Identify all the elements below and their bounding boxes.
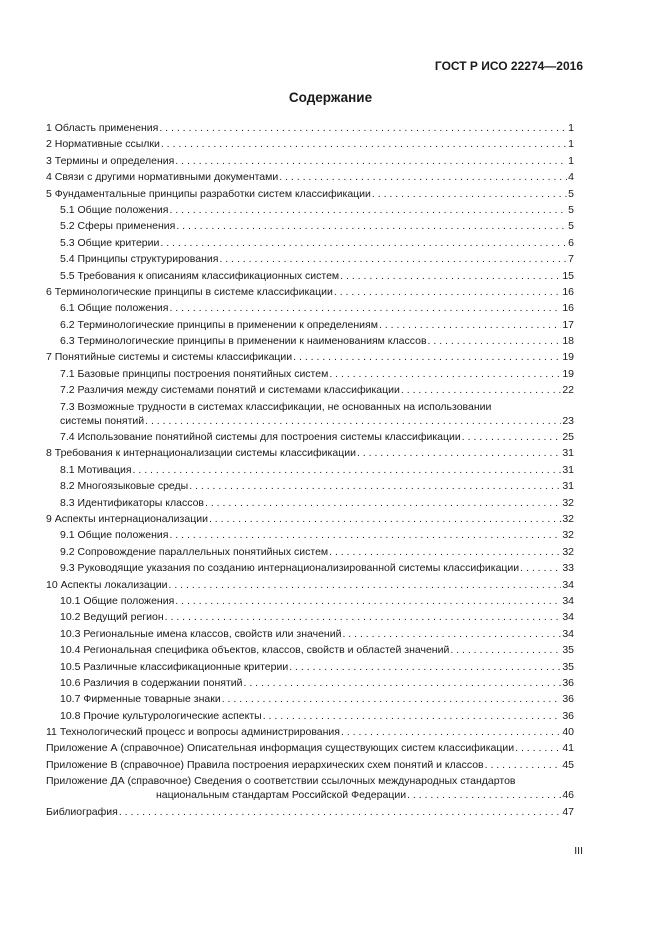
toc-entry[interactable]	[46, 367, 574, 381]
toc-entry-label: Библиография	[46, 805, 118, 818]
toc-entry-label: 10.2 Ведущий регион	[60, 611, 164, 624]
toc-entry[interactable]	[46, 496, 574, 510]
toc-dot-leader	[427, 334, 562, 348]
toc-entry[interactable]	[46, 758, 574, 772]
toc-entry-page: 16	[562, 285, 574, 298]
toc-entry-label: 6 Терминологические принципы в системе классификации	[46, 285, 333, 298]
toc-entry-page: 46	[562, 789, 574, 802]
toc-dot-leader	[243, 676, 562, 690]
toc-dot-leader	[328, 545, 561, 559]
toc-entry-label: 5.3 Общие критерии	[60, 236, 160, 249]
toc-entry-label: 9.3 Руководящие указания по созданию интернационализированной системы классификации	[60, 562, 520, 575]
toc-dot-leader	[333, 285, 561, 299]
toc-dot-leader	[288, 660, 561, 674]
toc-dot-leader	[278, 170, 567, 184]
toc-entry-page: 34	[562, 578, 574, 591]
toc-dot-leader	[406, 788, 561, 802]
toc-title: Содержание	[288, 90, 373, 105]
toc-dot-leader	[168, 578, 562, 592]
toc-entry[interactable]	[46, 610, 574, 624]
toc-entry-page: 5	[568, 220, 574, 233]
document-code: ГОСТ Р ИСО 22274—2016	[434, 59, 583, 73]
toc-entry[interactable]	[46, 561, 574, 575]
toc-entry-label: 8.3 Идентификаторы классов	[60, 496, 204, 509]
toc-entry-label: 3 Термины и определения	[46, 154, 175, 167]
toc-entry[interactable]	[46, 692, 574, 706]
toc-entry-label: 6.1 Общие положения	[60, 302, 169, 315]
toc-entry-page: 25	[562, 431, 574, 444]
toc-dot-leader	[378, 318, 561, 332]
toc-entry-page: 31	[562, 447, 574, 460]
toc-entry[interactable]	[46, 170, 574, 184]
toc-entry-page: 41	[562, 742, 574, 755]
toc-entry-page: 18	[562, 335, 574, 348]
toc-entry[interactable]	[46, 627, 574, 641]
toc-entry[interactable]	[46, 479, 574, 493]
toc-entry-page: 19	[562, 351, 574, 364]
toc-entry-label-continuation: национальным стандартам Российской Федерации	[156, 789, 407, 802]
toc-dot-leader	[400, 383, 561, 397]
toc-entry[interactable]	[46, 350, 574, 364]
toc-entry-label: 11 Технологический процесс и вопросы администрирования	[46, 726, 340, 739]
toc-dot-leader	[519, 561, 561, 575]
toc-entry-label: 9 Аспекты интернационализации	[46, 512, 208, 525]
toc-entry[interactable]	[46, 236, 574, 250]
toc-entry-label: 10.3 Региональные имена классов, свойств или значений	[60, 627, 342, 640]
toc-entry-label: Приложение А (справочное) Описательная информация существующих систем классификации	[46, 742, 515, 755]
toc-entry-page: 35	[562, 660, 574, 673]
toc-entry-page: 36	[562, 709, 574, 722]
toc-entry[interactable]	[46, 400, 574, 428]
toc-dot-leader	[340, 725, 561, 739]
toc-entry-label: Приложение В (справочное) Правила построения иерархических схем понятий и классов	[46, 758, 484, 771]
toc-entry-label: 7.3 Возможные трудности в системах классификации, не основанных на использовании	[60, 400, 492, 413]
toc-dot-leader	[174, 154, 567, 168]
toc-dot-leader	[158, 121, 567, 135]
toc-entry-label: 10.5 Различные классификационные критерии	[60, 660, 289, 673]
toc-entry-page: 6	[568, 236, 574, 249]
toc-entry-page: 5	[568, 203, 574, 216]
toc-entry-page: 16	[562, 302, 574, 315]
toc-dot-leader	[218, 252, 567, 266]
toc-entry-label: 8.1 Мотивация	[60, 463, 132, 476]
toc-dot-leader	[461, 430, 562, 444]
toc-entry-label: 5.4 Принципы структурирования	[60, 253, 219, 266]
toc-entry-page: 32	[562, 496, 574, 509]
toc-entry-label: 10.4 Региональная специфика объектов, классов, свойств и областей значений	[60, 644, 450, 657]
toc-dot-leader	[164, 610, 562, 624]
table-of-contents	[46, 121, 574, 821]
toc-entry[interactable]	[46, 154, 574, 168]
toc-dot-leader	[168, 203, 567, 217]
toc-entry[interactable]	[46, 301, 574, 315]
toc-entry-page: 15	[562, 269, 574, 282]
toc-entry[interactable]	[46, 137, 574, 151]
toc-dot-leader	[339, 269, 561, 283]
toc-entry-label: 9.2 Сопровождение параллельных понятийных систем	[60, 545, 329, 558]
page-number: III	[574, 845, 583, 857]
toc-entry-page: 34	[562, 594, 574, 607]
toc-entry[interactable]	[46, 805, 574, 819]
toc-entry-page: 45	[562, 758, 574, 771]
toc-entry-page: 1	[568, 138, 574, 151]
toc-dot-leader	[160, 137, 567, 151]
toc-entry-label: 7.1 Базовые принципы построения понятийных систем	[60, 367, 329, 380]
toc-entry[interactable]	[46, 463, 574, 477]
toc-entry-page: 32	[562, 512, 574, 525]
toc-entry[interactable]	[46, 252, 574, 266]
toc-dot-leader	[204, 496, 561, 510]
toc-dot-leader	[208, 512, 561, 526]
toc-entry-page: 1	[568, 122, 574, 134]
toc-entry-page: 1	[568, 154, 574, 167]
toc-entry-label: 7.4 Использование понятийной системы для построения системы классификации	[60, 431, 461, 444]
toc-entry[interactable]	[46, 643, 574, 657]
toc-entry[interactable]	[46, 318, 574, 332]
toc-entry-page: 4	[568, 171, 574, 184]
toc-entry[interactable]	[46, 269, 574, 283]
toc-entry-label: 10.6 Различия в содержании понятий	[60, 676, 243, 689]
toc-entry-label: 9.1 Общие положения	[60, 529, 169, 542]
toc-dot-leader	[514, 741, 561, 755]
toc-entry[interactable]	[46, 660, 574, 674]
toc-dot-leader	[371, 187, 567, 201]
toc-entry[interactable]	[46, 725, 574, 739]
toc-entry-label: 1 Область применения	[46, 122, 159, 134]
toc-dot-leader	[292, 350, 561, 364]
toc-entry-label: 2 Нормативные ссылки	[46, 138, 160, 151]
toc-entry-label: 6.3 Терминологические принципы в применении к наименованиям классов	[60, 335, 427, 348]
toc-entry-label: 5.2 Сферы применения	[60, 220, 176, 233]
toc-entry[interactable]	[46, 121, 574, 135]
toc-dot-leader	[168, 301, 561, 315]
toc-entry-page: 36	[562, 693, 574, 706]
toc-dot-leader	[328, 367, 561, 381]
toc-entry[interactable]	[46, 578, 574, 592]
toc-entry[interactable]	[46, 545, 574, 559]
toc-entry-page: 40	[562, 726, 574, 739]
toc-entry[interactable]	[46, 187, 574, 201]
toc-entry-label: 5.5 Требования к описаниям классификационных систем	[60, 269, 340, 282]
toc-entry-label: 5.1 Общие положения	[60, 203, 169, 216]
toc-entry[interactable]	[46, 203, 574, 217]
toc-entry-label: 4 Связи с другими нормативными документами	[46, 171, 279, 184]
toc-entry-page: 23	[562, 414, 574, 427]
toc-entry[interactable]	[46, 285, 574, 299]
toc-entry-label: 10.1 Общие положения	[60, 594, 175, 607]
toc-dot-leader	[356, 446, 561, 460]
toc-dot-leader	[168, 528, 561, 542]
toc-entry-label: 10.7 Фирменные товарные знаки	[60, 693, 221, 706]
toc-entry[interactable]	[46, 741, 574, 755]
toc-entry[interactable]	[46, 512, 574, 526]
toc-dot-leader	[449, 643, 561, 657]
toc-dot-leader	[484, 758, 562, 772]
toc-dot-leader	[221, 692, 562, 706]
toc-entry[interactable]	[46, 676, 574, 690]
toc-dot-leader	[132, 463, 562, 477]
toc-entry-label: 10 Аспекты локализации	[46, 578, 168, 591]
toc-dot-leader	[159, 236, 567, 250]
toc-dot-leader	[188, 479, 561, 493]
toc-entry-page: 34	[562, 611, 574, 624]
toc-entry-page: 5	[568, 187, 574, 200]
toc-entry-label: 7 Понятийные системы и системы классификации	[46, 351, 293, 364]
toc-entry-label: 8 Требования к интернационализации системы классификации	[46, 447, 356, 460]
toc-entry-page: 34	[562, 627, 574, 640]
toc-entry[interactable]	[46, 446, 574, 460]
toc-dot-leader	[175, 219, 567, 233]
toc-entry-label-continuation: системы понятий	[60, 414, 145, 427]
toc-entry-label: 5 Фундаментальные принципы разработки систем классификации	[46, 187, 371, 200]
toc-entry[interactable]	[46, 430, 574, 444]
toc-entry-page: 32	[562, 545, 574, 558]
toc-entry-page: 31	[562, 463, 574, 476]
toc-entry-label: 6.2 Терминологические принципы в применении к определениям	[60, 318, 378, 331]
toc-entry-page: 36	[562, 676, 574, 689]
toc-entry-page: 19	[562, 367, 574, 380]
toc-entry-page: 31	[562, 480, 574, 493]
toc-entry-page: 35	[562, 644, 574, 657]
toc-entry-label: 8.2 Многоязыковые среды	[60, 480, 189, 493]
toc-entry[interactable]	[46, 528, 574, 542]
toc-dot-leader	[262, 709, 562, 723]
toc-entry-label: 7.2 Различия между системами понятий и системами классификации	[60, 384, 400, 397]
toc-entry[interactable]	[46, 219, 574, 233]
toc-entry[interactable]	[46, 383, 574, 397]
toc-dot-leader	[144, 414, 561, 428]
toc-entry[interactable]	[46, 709, 574, 723]
toc-entry-page: 47	[562, 805, 574, 818]
toc-entry-page: 7	[568, 253, 574, 266]
toc-entry[interactable]	[46, 594, 574, 608]
toc-entry-label: Приложение ДА (справочное) Сведения о соответствии ссылочных международных стандартов	[46, 775, 516, 788]
toc-entry-label: 10.8 Прочие культурологические аспекты	[60, 709, 262, 722]
toc-entry-page: 22	[562, 384, 574, 397]
toc-entry[interactable]	[46, 774, 574, 802]
toc-entry-page: 32	[562, 529, 574, 542]
toc-entry[interactable]	[46, 334, 574, 348]
toc-dot-leader	[174, 594, 561, 608]
toc-entry-page: 17	[562, 318, 574, 331]
toc-dot-leader	[118, 805, 561, 819]
toc-dot-leader	[341, 627, 561, 641]
toc-entry-page: 33	[562, 562, 574, 575]
